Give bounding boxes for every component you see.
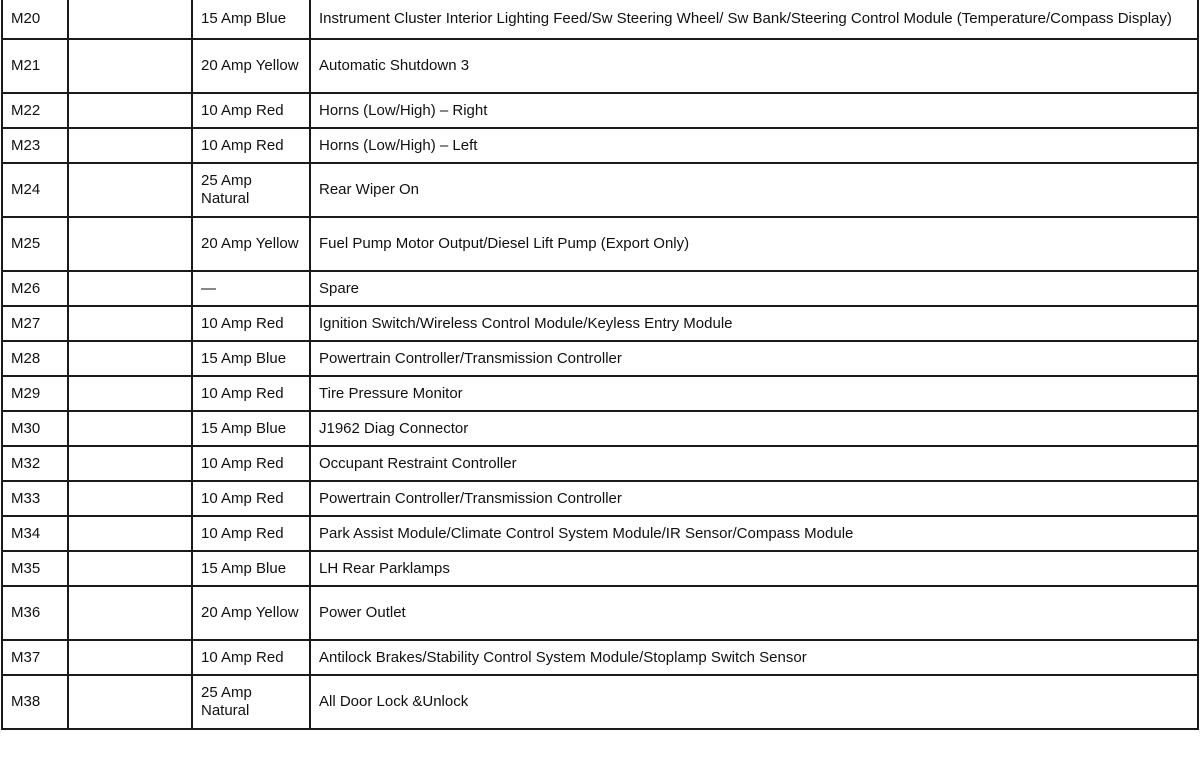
table-row — [2, 306, 1198, 341]
cartridge-fuse-cell — [68, 640, 192, 675]
mini-fuse-cell: 10 Amp Red — [192, 128, 310, 163]
mini-fuse-cell: 20 Amp Yellow — [192, 39, 310, 93]
mini-fuse-cell: 10 Amp Red — [192, 93, 310, 128]
table-row — [2, 516, 1198, 551]
cartridge-fuse-cell — [68, 481, 192, 516]
table-row — [2, 551, 1198, 586]
table-row — [2, 640, 1198, 675]
cavity-cell: M30 — [2, 411, 68, 446]
cavity-cell: M33 — [2, 481, 68, 516]
mini-fuse-cell: 15 Amp Blue — [192, 551, 310, 586]
mini-fuse-cell: 20 Amp Yellow — [192, 217, 310, 271]
table-row — [2, 446, 1198, 481]
table-row — [2, 675, 1198, 729]
description-cell: Occupant Restraint Controller — [310, 446, 1198, 481]
description-cell: Park Assist Module/Climate Control System Module/IR Sensor/Compass Module — [310, 516, 1198, 551]
mini-fuse-cell: 25 Amp Natural — [192, 163, 310, 217]
cavity-cell: M32 — [2, 446, 68, 481]
cavity-cell: M24 — [2, 163, 68, 217]
cartridge-fuse-cell — [68, 516, 192, 551]
mini-fuse-cell: 10 Amp Red — [192, 640, 310, 675]
cavity-cell: M29 — [2, 376, 68, 411]
table-row — [2, 93, 1198, 128]
description-cell: Spare — [310, 271, 1198, 306]
cartridge-fuse-cell — [68, 376, 192, 411]
cavity-cell: M25 — [2, 217, 68, 271]
mini-fuse-cell: 15 Amp Blue — [192, 411, 310, 446]
cavity-cell: M22 — [2, 93, 68, 128]
cavity-cell: M28 — [2, 341, 68, 376]
cartridge-fuse-cell — [68, 341, 192, 376]
description-cell: Tire Pressure Monitor — [310, 376, 1198, 411]
cartridge-fuse-cell — [68, 551, 192, 586]
mini-fuse-cell: 10 Amp Red — [192, 306, 310, 341]
table-row — [2, 341, 1198, 376]
description-cell: Horns (Low/High) – Left — [310, 128, 1198, 163]
table-row — [2, 586, 1198, 640]
cavity-cell: M34 — [2, 516, 68, 551]
table-row — [2, 217, 1198, 271]
cavity-cell: M20 — [2, 0, 68, 39]
table-row — [2, 39, 1198, 93]
cartridge-fuse-cell — [68, 128, 192, 163]
cartridge-fuse-cell — [68, 163, 192, 217]
mini-fuse-cell: — — [192, 271, 310, 306]
description-cell: Horns (Low/High) – Right — [310, 93, 1198, 128]
cavity-cell: M36 — [2, 586, 68, 640]
cavity-cell: M35 — [2, 551, 68, 586]
cartridge-fuse-cell — [68, 675, 192, 729]
table-row — [2, 481, 1198, 516]
description-cell: Fuel Pump Motor Output/Diesel Lift Pump (Export Only) — [310, 217, 1198, 271]
table-row — [2, 411, 1198, 446]
description-cell: Rear Wiper On — [310, 163, 1198, 217]
cartridge-fuse-cell — [68, 217, 192, 271]
mini-fuse-cell: 20 Amp Yellow — [192, 586, 310, 640]
cartridge-fuse-cell — [68, 446, 192, 481]
cavity-cell: M27 — [2, 306, 68, 341]
cavity-cell: M23 — [2, 128, 68, 163]
cavity-cell: M37 — [2, 640, 68, 675]
description-cell: Ignition Switch/Wireless Control Module/Keyless Entry Module — [310, 306, 1198, 341]
fuse-table-body — [2, 0, 1198, 729]
description-cell: Antilock Brakes/Stability Control System Module/Stoplamp Switch Sensor — [310, 640, 1198, 675]
description-cell: LH Rear Parklamps — [310, 551, 1198, 586]
table-row — [2, 376, 1198, 411]
table-row — [2, 128, 1198, 163]
description-cell: Automatic Shutdown 3 — [310, 39, 1198, 93]
cartridge-fuse-cell — [68, 586, 192, 640]
description-cell: Instrument Cluster Interior Lighting Feed/Sw Steering Wheel/ Sw Bank/Steering Control Module (Temperature/Compass Display) — [310, 0, 1198, 39]
description-cell: Powertrain Controller/Transmission Controller — [310, 481, 1198, 516]
table-row — [2, 0, 1198, 39]
cartridge-fuse-cell — [68, 0, 192, 39]
cartridge-fuse-cell — [68, 39, 192, 93]
mini-fuse-cell: 10 Amp Red — [192, 446, 310, 481]
description-cell: J1962 Diag Connector — [310, 411, 1198, 446]
table-row — [2, 271, 1198, 306]
fuse-table — [1, 0, 1199, 730]
cartridge-fuse-cell — [68, 271, 192, 306]
cartridge-fuse-cell — [68, 93, 192, 128]
mini-fuse-cell: 15 Amp Blue — [192, 0, 310, 39]
cartridge-fuse-cell — [68, 411, 192, 446]
cartridge-fuse-cell — [68, 306, 192, 341]
mini-fuse-cell: 10 Amp Red — [192, 481, 310, 516]
mini-fuse-cell: 25 Amp Natural — [192, 675, 310, 729]
cavity-cell: M21 — [2, 39, 68, 93]
mini-fuse-cell: 15 Amp Blue — [192, 341, 310, 376]
cavity-cell: M38 — [2, 675, 68, 729]
description-cell: All Door Lock &Unlock — [310, 675, 1198, 729]
mini-fuse-cell: 10 Amp Red — [192, 516, 310, 551]
description-cell: Powertrain Controller/Transmission Controller — [310, 341, 1198, 376]
description-cell: Power Outlet — [310, 586, 1198, 640]
mini-fuse-cell: 10 Amp Red — [192, 376, 310, 411]
cavity-cell: M26 — [2, 271, 68, 306]
table-row — [2, 163, 1198, 217]
